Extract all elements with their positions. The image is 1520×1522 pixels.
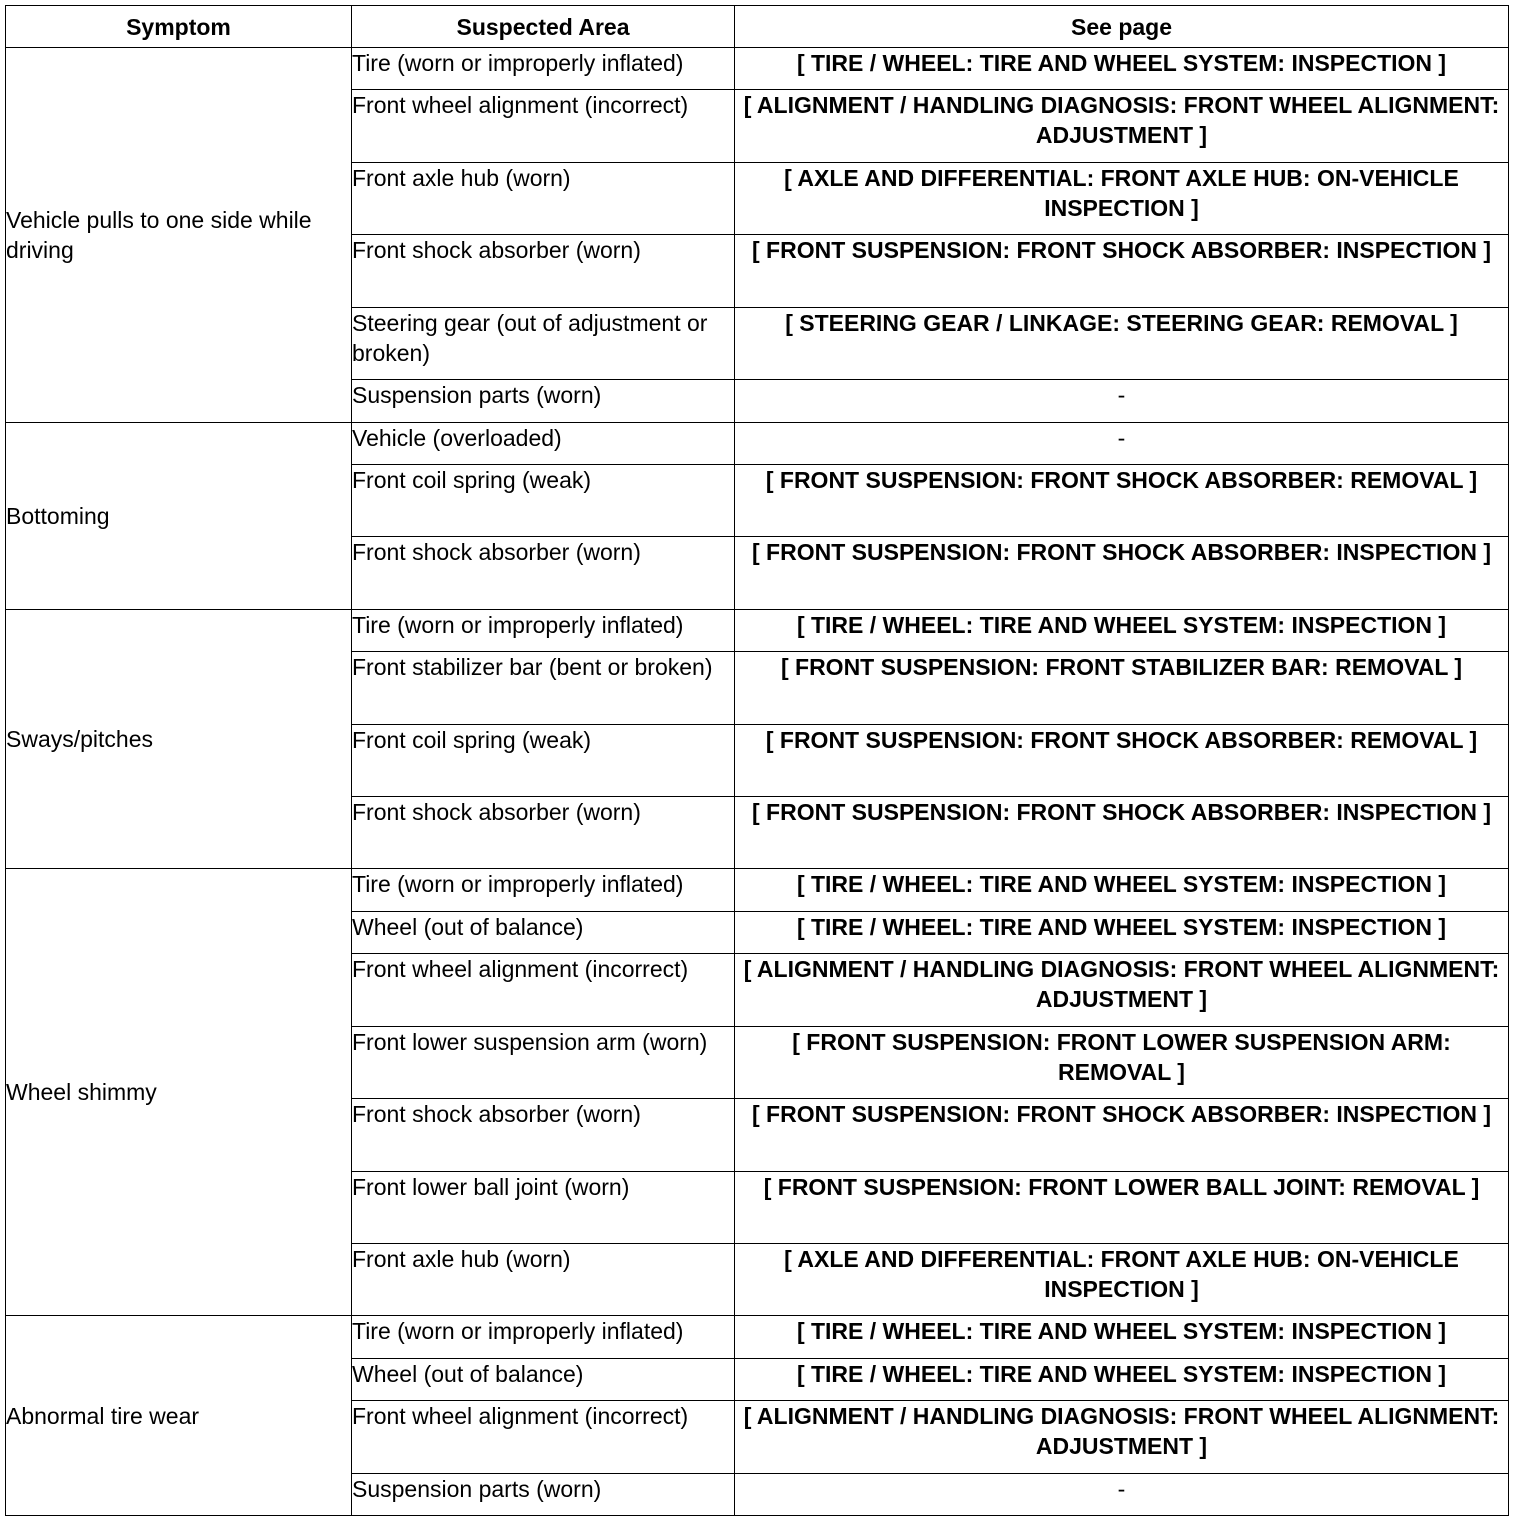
- see-page-cell: [ TIRE / WHEEL: TIRE AND WHEEL SYSTEM: INSPECTION ]: [735, 609, 1509, 651]
- see-page-cell: [ TIRE / WHEEL: TIRE AND WHEEL SYSTEM: INSPECTION ]: [735, 869, 1509, 911]
- table-row: [6, 1316, 1509, 1358]
- suspected-area-cell: Suspension parts (worn): [352, 380, 735, 422]
- see-page-cell: [ FRONT SUSPENSION: FRONT SHOCK ABSORBER: REMOVAL ]: [735, 724, 1509, 796]
- see-page-cell: [ FRONT SUSPENSION: FRONT STABILIZER BAR: REMOVAL ]: [735, 652, 1509, 724]
- suspected-area-cell: Vehicle (overloaded): [352, 422, 735, 464]
- suspected-area-cell: Front coil spring (weak): [352, 464, 735, 536]
- header-see-page: See page: [735, 6, 1509, 48]
- see-page-cell: [ FRONT SUSPENSION: FRONT LOWER BALL JOINT: REMOVAL ]: [735, 1171, 1509, 1243]
- symptom-cell: Wheel shimmy: [6, 869, 352, 1316]
- see-page-cell: [ ALIGNMENT / HANDLING DIAGNOSIS: FRONT WHEEL ALIGNMENT: ADJUSTMENT ]: [735, 1401, 1509, 1473]
- see-page-cell: -: [735, 1473, 1509, 1515]
- see-page-cell: [ STEERING GEAR / LINKAGE: STEERING GEAR: REMOVAL ]: [735, 307, 1509, 379]
- suspected-area-cell: Front shock absorber (worn): [352, 537, 735, 609]
- suspected-area-cell: Front shock absorber (worn): [352, 1099, 735, 1171]
- table-header: [6, 6, 1509, 48]
- see-page-cell: [ FRONT SUSPENSION: FRONT SHOCK ABSORBER: INSPECTION ]: [735, 1099, 1509, 1171]
- see-page-cell: [ FRONT SUSPENSION: FRONT SHOCK ABSORBER: INSPECTION ]: [735, 537, 1509, 609]
- suspected-area-cell: Front lower suspension arm (worn): [352, 1026, 735, 1098]
- see-page-cell: [ FRONT SUSPENSION: FRONT SHOCK ABSORBER: INSPECTION ]: [735, 797, 1509, 869]
- table-row: [6, 609, 1509, 651]
- see-page-cell: -: [735, 380, 1509, 422]
- see-page-cell: -: [735, 422, 1509, 464]
- suspected-area-cell: Front stabilizer bar (bent or broken): [352, 652, 735, 724]
- see-page-cell: [ FRONT SUSPENSION: FRONT SHOCK ABSORBER: REMOVAL ]: [735, 464, 1509, 536]
- see-page-cell: [ FRONT SUSPENSION: FRONT LOWER SUSPENSION ARM: REMOVAL ]: [735, 1026, 1509, 1098]
- suspected-area-cell: Front axle hub (worn): [352, 162, 735, 234]
- suspected-area-cell: Wheel (out of balance): [352, 1358, 735, 1400]
- suspected-area-cell: Front wheel alignment (incorrect): [352, 90, 735, 162]
- header-suspected-area: Suspected Area: [352, 6, 735, 48]
- see-page-cell: [ TIRE / WHEEL: TIRE AND WHEEL SYSTEM: INSPECTION ]: [735, 48, 1509, 90]
- suspected-area-cell: Wheel (out of balance): [352, 911, 735, 953]
- suspected-area-cell: Front coil spring (weak): [352, 724, 735, 796]
- diagnosis-table: [5, 5, 1509, 1516]
- suspected-area-cell: Front axle hub (worn): [352, 1243, 735, 1315]
- see-page-cell: [ TIRE / WHEEL: TIRE AND WHEEL SYSTEM: INSPECTION ]: [735, 1316, 1509, 1358]
- symptom-cell: Sways/pitches: [6, 609, 352, 869]
- table-row: [6, 48, 1509, 90]
- suspected-area-cell: Tire (worn or improperly inflated): [352, 609, 735, 651]
- table-body: [6, 48, 1509, 1516]
- see-page-cell: [ AXLE AND DIFFERENTIAL: FRONT AXLE HUB: ON-VEHICLE INSPECTION ]: [735, 162, 1509, 234]
- header-row: [6, 6, 1509, 48]
- suspected-area-cell: Front lower ball joint (worn): [352, 1171, 735, 1243]
- see-page-cell: [ TIRE / WHEEL: TIRE AND WHEEL SYSTEM: INSPECTION ]: [735, 911, 1509, 953]
- suspected-area-cell: Tire (worn or improperly inflated): [352, 1316, 735, 1358]
- suspected-area-cell: Front shock absorber (worn): [352, 797, 735, 869]
- suspected-area-cell: Steering gear (out of adjustment or broken): [352, 307, 735, 379]
- suspected-area-cell: Front shock absorber (worn): [352, 235, 735, 307]
- see-page-cell: [ ALIGNMENT / HANDLING DIAGNOSIS: FRONT WHEEL ALIGNMENT: ADJUSTMENT ]: [735, 90, 1509, 162]
- see-page-cell: [ FRONT SUSPENSION: FRONT SHOCK ABSORBER: INSPECTION ]: [735, 235, 1509, 307]
- see-page-cell: [ TIRE / WHEEL: TIRE AND WHEEL SYSTEM: INSPECTION ]: [735, 1358, 1509, 1400]
- suspected-area-cell: Front wheel alignment (incorrect): [352, 954, 735, 1026]
- header-symptom: Symptom: [6, 6, 352, 48]
- suspected-area-cell: Tire (worn or improperly inflated): [352, 48, 735, 90]
- symptom-cell: Vehicle pulls to one side while driving: [6, 48, 352, 423]
- suspected-area-cell: Tire (worn or improperly inflated): [352, 869, 735, 911]
- symptom-cell: Bottoming: [6, 422, 352, 609]
- symptom-cell: Abnormal tire wear: [6, 1316, 352, 1516]
- table-row: [6, 422, 1509, 464]
- see-page-cell: [ ALIGNMENT / HANDLING DIAGNOSIS: FRONT WHEEL ALIGNMENT: ADJUSTMENT ]: [735, 954, 1509, 1026]
- suspected-area-cell: Suspension parts (worn): [352, 1473, 735, 1515]
- table-row: [6, 869, 1509, 911]
- suspected-area-cell: Front wheel alignment (incorrect): [352, 1401, 735, 1473]
- see-page-cell: [ AXLE AND DIFFERENTIAL: FRONT AXLE HUB: ON-VEHICLE INSPECTION ]: [735, 1243, 1509, 1315]
